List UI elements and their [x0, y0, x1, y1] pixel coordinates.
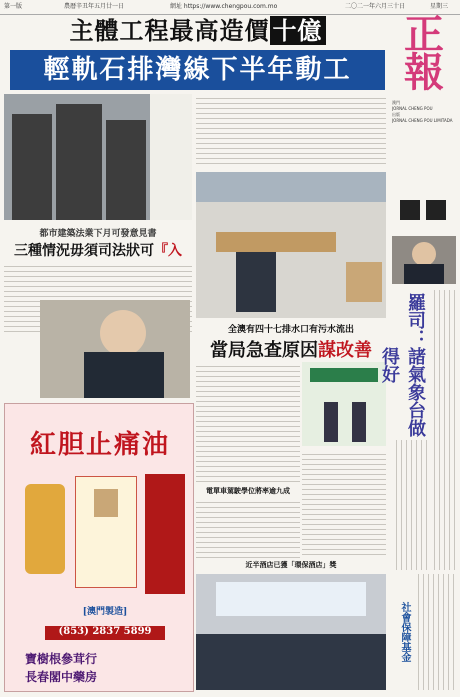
website-label[interactable]: 網址 https://www.chengpou.com.mo [170, 3, 278, 10]
masthead-char-2: 報 [404, 49, 444, 96]
right-mid-body [302, 450, 386, 556]
mid-article-body [196, 94, 386, 168]
issue-date: 二〇二一年六月三十日 [345, 3, 406, 10]
publisher-line: 澳門 [392, 100, 400, 105]
lunar-date: 農曆辛丑年五月廿一日 [64, 3, 125, 10]
left-title-text: 三種情況毋須司法狀可 [14, 243, 154, 259]
publisher-line: 出版 [392, 112, 400, 117]
publisher-line: JORNAL CHENG POU LIMITADA [392, 118, 453, 123]
oil-bottle-image [25, 484, 65, 574]
ad-shop-2: 長春閣中藥房 [24, 670, 97, 684]
left-article-kicker: 都市建築法業下月可發意見書 [39, 229, 157, 239]
building-photo [4, 94, 192, 220]
mid-article-text [196, 362, 300, 482]
left-article-title [4, 240, 192, 258]
bottom-article-title-1: 電單車駕駛學位將率逾九成 [206, 486, 290, 495]
ad-feature-panel [145, 474, 185, 594]
masthead-char-1: 正 [404, 11, 444, 58]
masthead-logo [392, 11, 456, 96]
right-bottom-body [414, 574, 456, 690]
award-photo [302, 362, 386, 446]
qr-code-2[interactable] [426, 200, 446, 220]
bottom-article-body-1 [196, 498, 300, 558]
headline-line1-text: 主體工程最高造價 [69, 16, 270, 45]
main-headline-line1 [10, 16, 385, 46]
publisher-line: JORNAL CHENG POU [392, 106, 433, 111]
mid-title-text: 當局急查原因 [210, 340, 318, 361]
mid-title-highlight: 謀改善 [318, 340, 372, 361]
left-title-highlight: 『入 [154, 243, 182, 259]
qr-code-1[interactable] [400, 200, 420, 220]
main-headline-line2: 輕軌石排灣線下半年動工 [10, 50, 385, 90]
mid-article-title [196, 336, 386, 361]
bottom-article-title-2: 近半酒店已獲「環保酒店」獎 [245, 560, 337, 569]
weekday: 星期三 [430, 3, 449, 10]
ad-product-title: 紅胆止痛油 [29, 430, 170, 460]
right-article-body [430, 290, 456, 570]
ad-phone[interactable]: (853) 2837 5899 [45, 626, 165, 640]
product-box-image [75, 476, 137, 588]
mid-article-kicker: 全澳有四十七排水口有污水流出 [227, 325, 354, 335]
ad-shop-1: 寶樹根參茸行 [24, 652, 97, 666]
medicated-oil-advertisement[interactable] [4, 403, 194, 692]
page-number: 第一版 [4, 3, 23, 10]
right-portrait-photo [392, 236, 456, 284]
page-header-bar [0, 0, 460, 15]
right-bottom-banner: 社會保障基金 [399, 602, 410, 662]
right-article-title: 羅司：諸氣象台做得好 [379, 293, 426, 437]
ad-maker: [澳門製造] [82, 607, 128, 617]
right-article-body-2 [392, 440, 428, 570]
speaker-photo [40, 300, 190, 398]
meeting-photo [196, 172, 386, 318]
headline-highlight: 十億 [270, 16, 326, 45]
group-photo [196, 574, 386, 690]
